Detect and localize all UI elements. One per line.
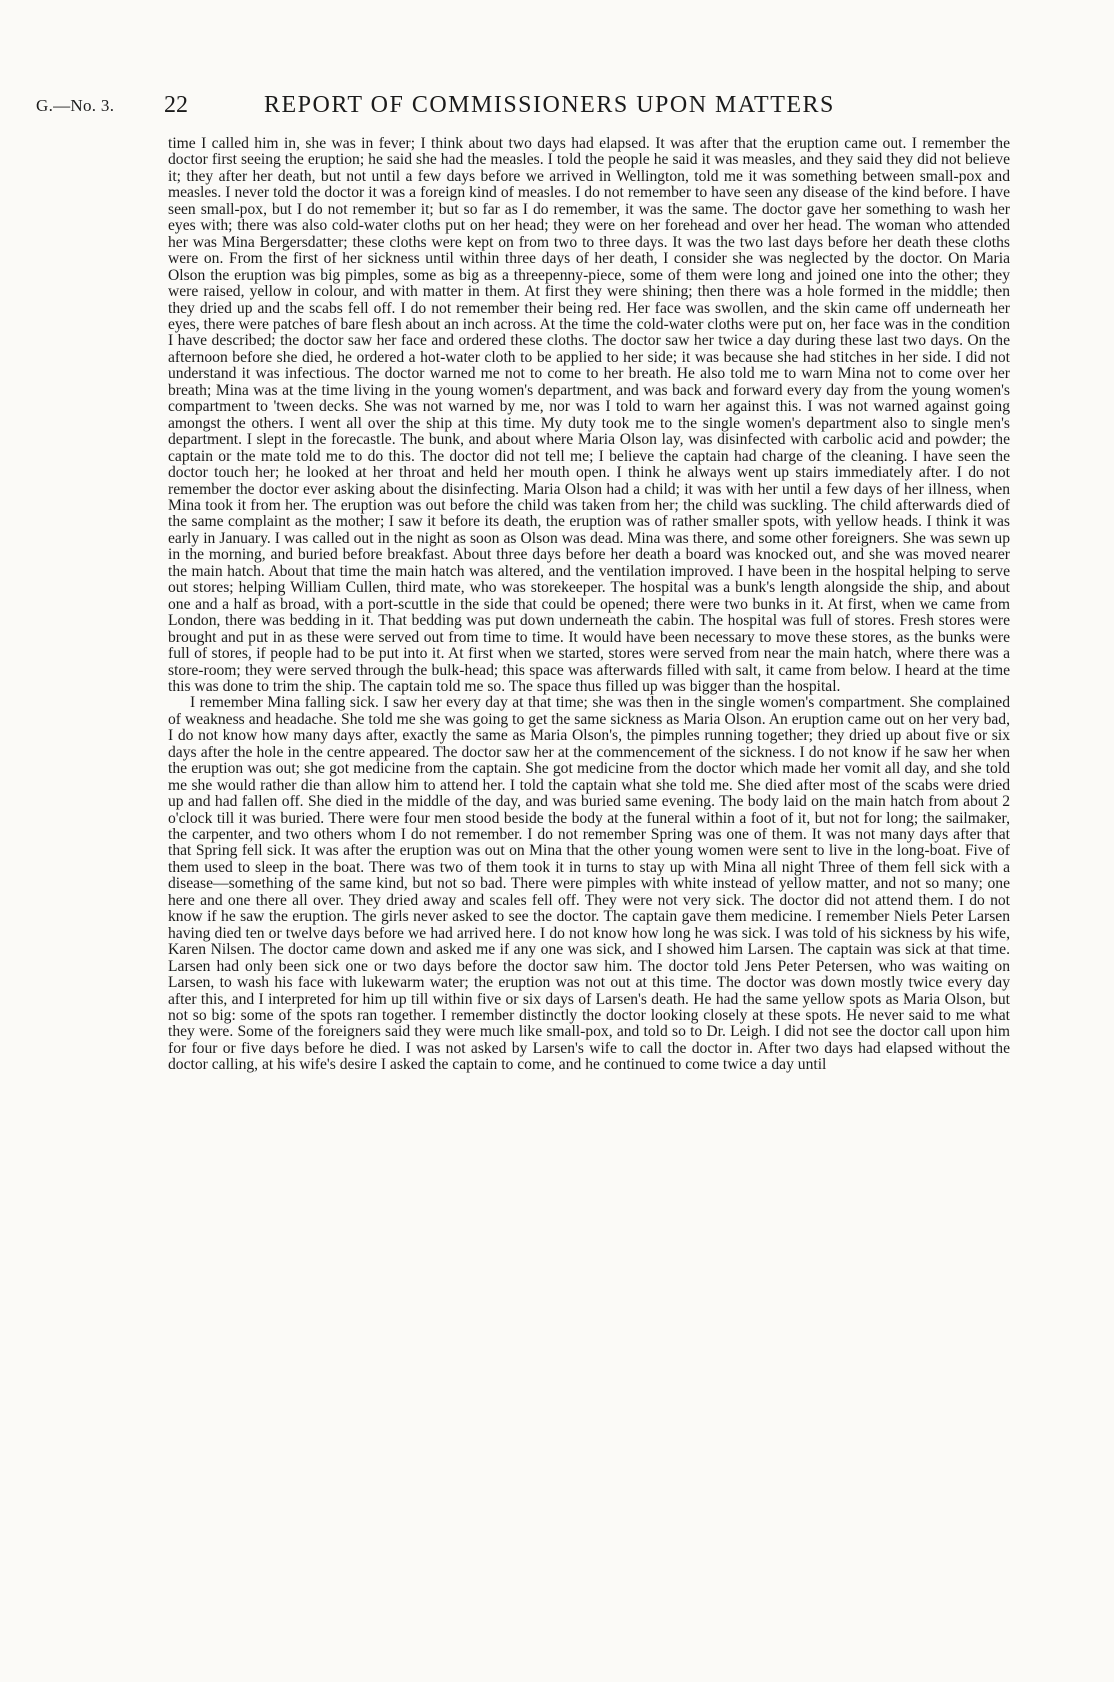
paragraph: I remember Mina falling sick. I saw her every day at that time; she was then in the single women's compartment. She complained of weakness and headache. She told me she was going to get the same sickness as Maria Olson. An eruption came out on her very bad, I do not know how many days after, exactly the same as Maria Olson's, the pimples running together; they dried up about five or six days after the hole in the centre appeared. The doctor saw her at the commencement of the sickness. I do not know if he saw her when the eruption was out; she got medicine from the captain. She got medicine from the doctor which made her vomit all day, and she told me she would rather die than allow him to attend her. I told the captain what she told me. She died after most of the scabs were dried up and had fallen off. She died in the middle of the day, and was buried same evening. The body laid on the main hatch from about 2 o'clock till it was buried. There were four men stood beside the body at the funeral within a foot of it, but not for long; the sailmaker, the carpenter, and two others whom I do not remember. I do not remember Spring was one of them. It was not many days after that that Spring fell sick. It was after the eruption was out on Mina that the other young women were sent to live in the long-boat. Five of them used to sleep in the boat. There was two of them took it in turns to stay up with Mina all night Three of them fell sick with a disease—something of the same kind, but not so bad. There were pimples with white instead of yellow matter, and not so many; one here and one there all over. They dried away and scales fell off. They were not very sick. The doctor did not attend them. I do not know if he saw the eruption. The girls never asked to see the doctor. The captain gave them medicine. I remember Niels Peter Larsen having died ten or twelve days before we had arrived here. I do not know how long he was sick. I was told of his sickness by his wife, Karen Nilsen. The doctor came down and asked me if any one was sick, and I showed him Larsen. The captain was sick at that time. Larsen had only been sick one or two days before the doctor saw him. The doctor told Jens Peter Petersen, who was waiting on Larsen, to wash his face with lukewarm water; the eruption was not out at this time. The doctor was down mostly twice every day after this, and I interpreted for him up till within five or six days of Larsen's death. He had the same yellow spots as Maria Olson, but not so big: some of the spots ran together. I remember distinctly the doctor looking closely at these spots. He never said to me what they were. Some of the foreigners said they were much like small-pox, and told so to Dr. Leigh. I did not see the doctor call upon him for four or five days before he died. I was not asked by Larsen's wife to call the doctor in. After two days had elapsed without the doctor calling, at his wife's desire I asked the captain to come, and he continued to come twice a day until bbox=[168, 694, 1010, 1074]
body-text bbox=[168, 136, 1010, 1074]
paragraph: time I called him in, she was in fever; I think about two days had elapsed. It was after that the eruption came out. I remember the doctor first seeing the eruption; he said she had the measles. I told the people he said it was measles, and they said they did not believe it; they after her death, but not until a few days before we arrived in Wellington, told me it was something between small-pox and measles. I never told the doctor it was a foreign kind of measles. I do not remember to have seen any disease of the kind before. I have seen small-pox, but I do not remember it; but so far as I do remember, it was the same. The doctor gave her something to wash her eyes with; there was also cold-water cloths put on her head; they were on her forehead and over her head. The woman who attended her was Mina Bergersdatter; these cloths were kept on from two to three days. It was the two last days before her death these cloths were on. From the first of her sickness until within three days of her death, I consider she was neglected by the doctor. On Maria Olson the eruption was big pimples, some as big as a threepenny-piece, some of them were long and joined one into the other; they were raised, yellow in colour, and with matter in them. At first they were shining; then there was a hole formed in the middle; then they dried up and the scabs fell off. I do not remember their being red. Her face was swollen, and the skin came off underneath her eyes, there were patches of bare flesh about an inch across. At the time the cold-water cloths were put on, her face was in the condition I have described; the doctor saw her face and ordered these cloths. The doctor saw her twice a day during these last two days. On the afternoon before she died, he ordered a hot-water cloth to be applied to her side; it was because she had stitches in her side. I did not understand it was infectious. The doctor warned me not to come to her breath. He also told me to warn Mina not to come over her breath; Mina was at the time living in the young women's department, and was back and forward every day from the young women's compartment to 'tween decks. She was not warned by me, nor was I told to warn her against this. I was not warned against going amongst the others. I went all over the ship at this time. My duty took me to the single women's department also to single men's department. I slept in the forecastle. The bunk, and about where Maria Olson lay, was disinfected with carbolic acid and powder; the captain or the mate told me to do this. The doctor did not tell me; I believe the captain had charge of the cleaning. I have seen the doctor touch her; he looked at her throat and held her mouth open. I think he always went up stairs immediately after. I do not remember the doctor ever asking about the disinfecting. Maria Olson had a child; it was with her until a few days of her illness, when Mina took it from her. The eruption was out before the child was taken from her; the child was suckling. The child afterwards died of the same complaint as the mother; I saw it before its death, the eruption was of rather smaller spots, with yellow heads. I think it was early in January. I was called out in the night as soon as Olson was dead. Mina was there, and some other foreigners. She was sewn up in the morning, and buried before breakfast. About three days before her death a board was knocked out, and she was moved nearer the main hatch. About that time the main hatch was altered, and the ventilation improved. I have been in the hospital helping to serve out stores; helping William Cullen, third mate, who was storekeeper. The hospital was a bunk's length alongside the ship, and about one and a half as broad, with a port-scuttle in the side that could be opened; there were two bunks in it. At first, when we came from London, there was bedding in it. That bedding was put down underneath the cabin. The hospital was full of stores. Fresh stores were brought and put in as these were served out from time to time. It would have been necessary to move these stores, as the bunks were full of stores, if people had to be put into it. At first when we started, stores were served from near the main hatch, where there was a store-room; they were served through the bulk-head; this space was afterwards filled with salt, it came from below. I heard at the time this was done to trim the ship. The captain told me so. The space thus filled up was bigger than the hospital. bbox=[168, 135, 1010, 695]
page-header bbox=[36, 92, 1046, 122]
document-reference: G.—No. 3. bbox=[36, 96, 115, 115]
running-title: REPORT OF COMMISSIONERS UPON MATTERS bbox=[264, 92, 835, 118]
page-number: 22 bbox=[164, 92, 188, 118]
